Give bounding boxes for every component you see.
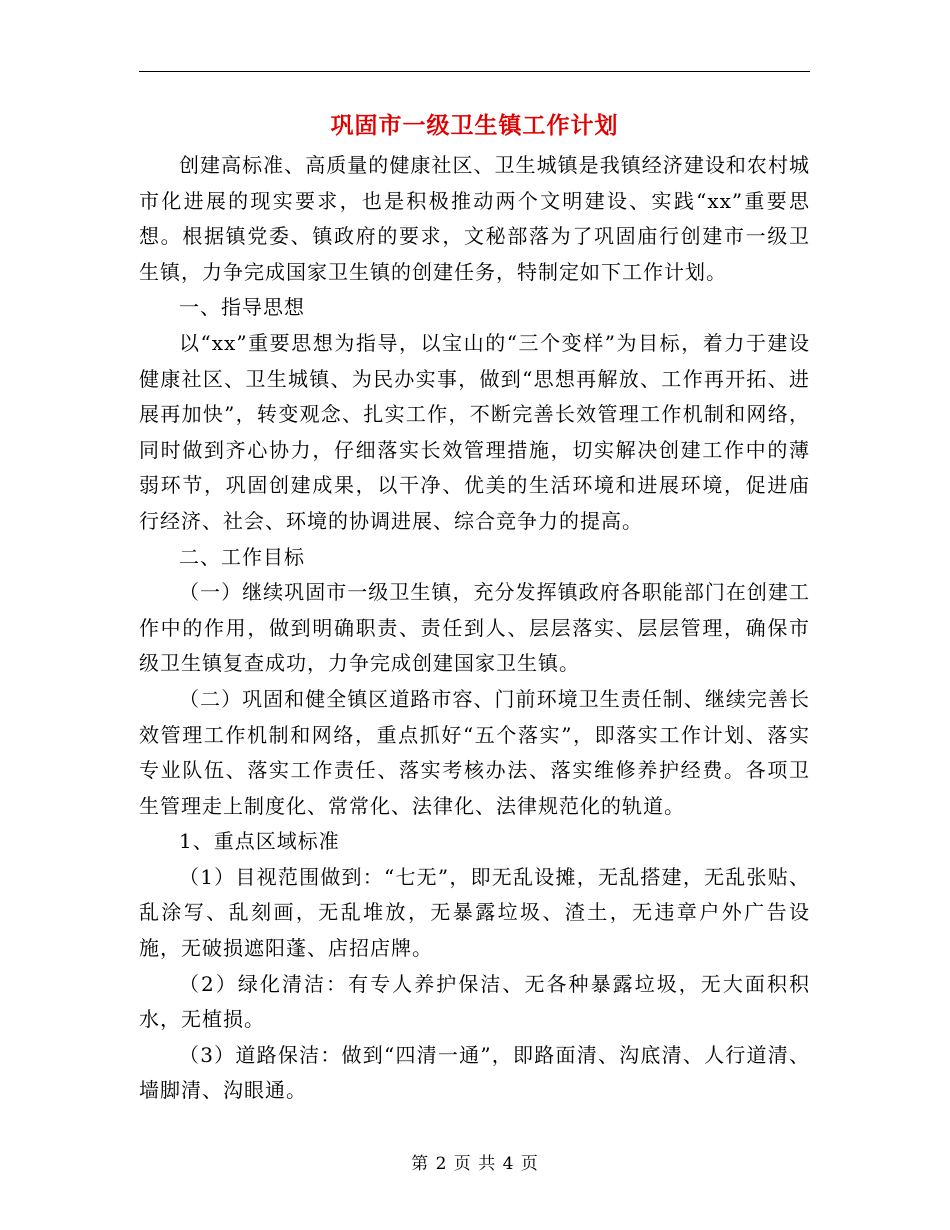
heading-key-area-standards: 1、重点区域标准 (179, 829, 340, 854)
paragraph-intro: 创建高标准、高质量的健康社区、卫生城镇是我镇经济建设和农村城市化进展的现实要求，也是积极推动两个文明建设、实践“xx”重要思想。根据镇党委、镇政府的要求，文秘部落为了巩固庙行创建市一级卫生镇，力争完成国家卫生镇的创建任务，特制定如下工作计划。 (139, 153, 810, 284)
header-rule (139, 71, 810, 72)
paragraph-goal-1: （一）继续巩固市一级卫生镇，充分发挥镇政府各职能部门在创建工作中的作用，做到明确职责、责任到人、层层落实、层层管理，确保市级卫生镇复查成功，力争完成创建国家卫生镇。 (139, 580, 810, 676)
paragraph-goal-2: （二）巩固和健全镇区道路市容、门前环境卫生责任制、继续完善长效管理工作机制和网络，重点抓好“五个落实”，即落实工作计划、落实专业队伍、落实工作责任、落实考核办法、落实维修养护经费。各项卫生管理走上制度化、常常化、法律化、法律规范化的轨道。 (139, 686, 810, 818)
paragraph-standard-3: （3）道路保洁：做到“四清一通”，即路面清、沟底清、人行道清、墙脚清、沟眼通。 (139, 1042, 810, 1103)
paragraph-standard-1: （1）目视范围做到：“七无”，即无乱设摊，无乱搭建，无乱张贴、乱涂写、乱刻画，无乱堆放，无暴露垃圾、渣土，无违章户外广告设施，无破损遮阳蓬、店招店牌。 (139, 864, 810, 961)
document-body (139, 148, 810, 1109)
paragraph-standard-2: （2）绿化清洁：有专人养护保洁、无各种暴露垃圾，无大面积积水，无植损。 (139, 971, 810, 1032)
heading-work-goals: 二、工作目标 (179, 544, 305, 569)
page-number: 第 2 页 共 4 页 (411, 1154, 539, 1174)
heading-guiding-ideology: 一、指导思想 (179, 295, 305, 320)
paragraph-guiding-ideology: 以“xx”重要思想为指导，以宝山的“三个变样”为目标，着力于建设健康社区、卫生城镇、为民办实事，做到“思想再解放、工作再开拓、进展再加快”，转变观念、扎实工作，不断完善长效管理工作机制和网络，同时做到齐心协力，仔细落实长效管理措施，切实解决创建工作中的薄弱环节，巩固创建成果，以干净、优美的生活环境和进展环境，促进庙行经济、社会、环境的协调进展、综合竞争力的提高。 (139, 330, 810, 533)
document-title: 巩固市一级卫生镇工作计划 (330, 112, 619, 139)
